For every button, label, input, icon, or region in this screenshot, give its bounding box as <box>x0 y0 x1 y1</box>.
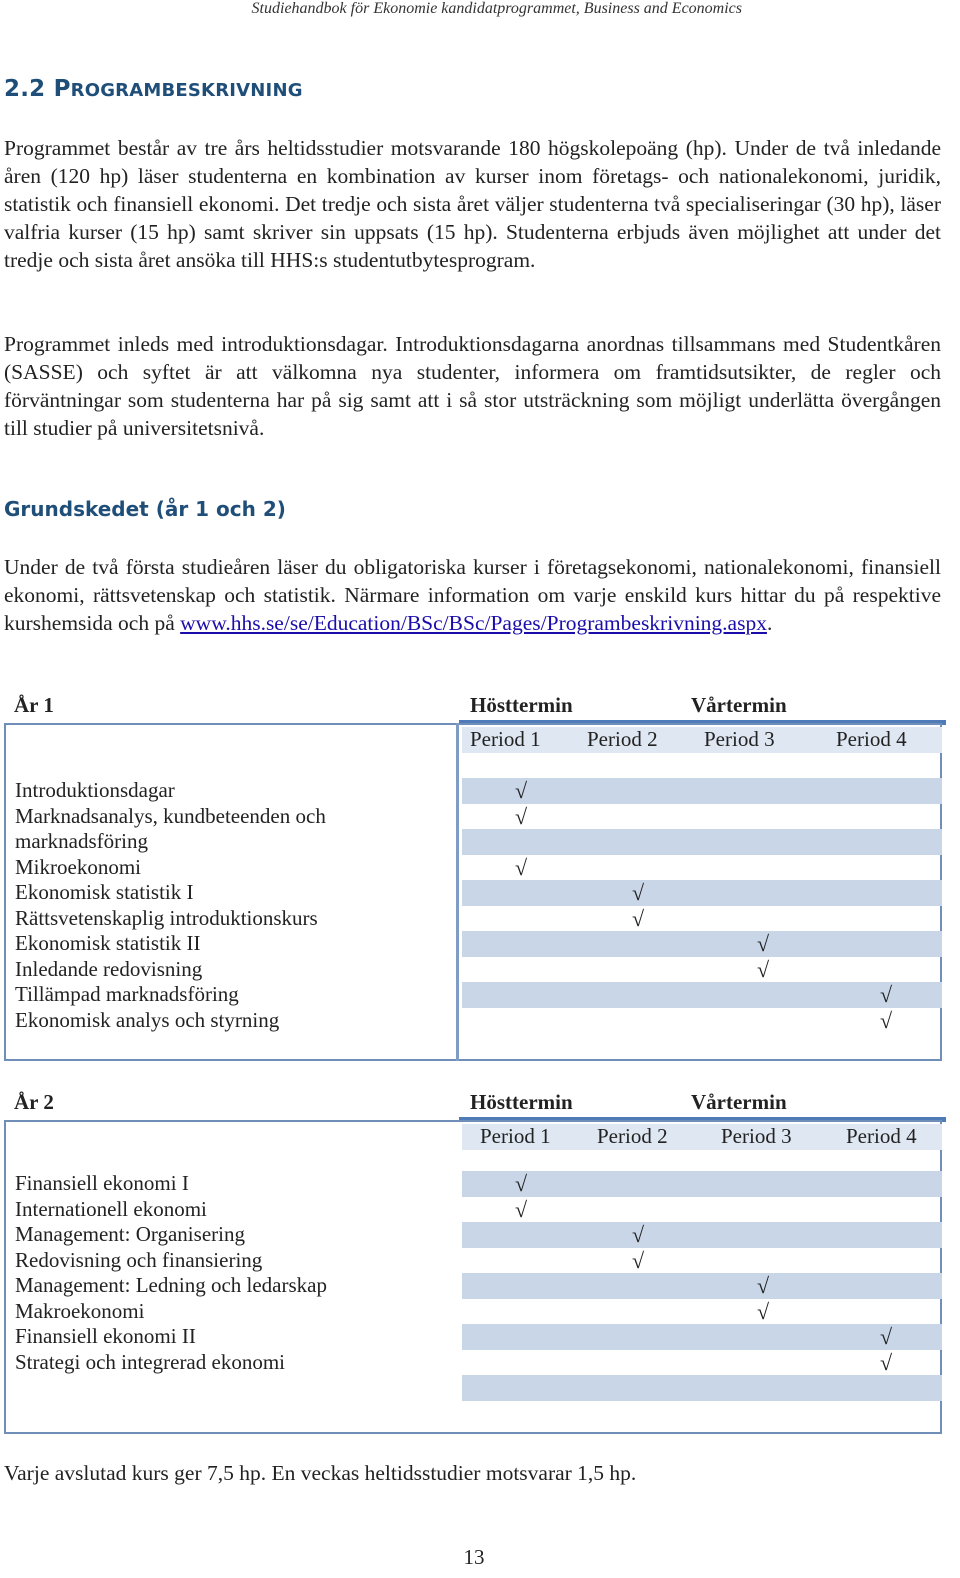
course-table-year-2 <box>4 1087 944 1435</box>
program-description-link[interactable]: www.hhs.se/se/Education/BSc/BSc/Pages/Programbeskrivning.aspx <box>180 611 767 635</box>
term-autumn-label: Hösttermin <box>470 693 573 717</box>
course-name: Tillämpad marknadsföring <box>15 982 239 1006</box>
course-name: Ekonomisk statistik II <box>15 931 201 955</box>
row-stripe <box>462 855 942 881</box>
course-name: Rättsvetenskaplig introduktionskurs <box>15 905 318 930</box>
row-stripe <box>462 1324 942 1350</box>
section-title-initial: P <box>53 76 71 102</box>
term-spring-label: Vårtermin <box>691 1090 787 1114</box>
period-check-mark: √ <box>632 1222 645 1247</box>
row-stripe <box>462 1350 942 1376</box>
period-4-label: Period 4 <box>846 1124 917 1148</box>
period-check-mark: √ <box>757 931 770 956</box>
course-name: Mikroekonomi <box>15 854 141 879</box>
row-stripe <box>462 829 942 855</box>
row-stripe <box>462 1248 942 1274</box>
period-check-mark: √ <box>515 778 528 803</box>
course-name: Introduktionsdagar <box>15 778 175 802</box>
paragraph-introduction-days: Programmet inleds med introduktionsdagar. Introduktionsdagarna anordnas tillsammans med Studentkåren (SASSE) och syftet är att välkomna nya studenter, informera om framtidsutsikter, de regler och förväntningar som studenterna har på sig samt att i så stor utsträckning som möjligt underlätta övergången till studier på universitetsnivå. <box>4 332 941 440</box>
row-stripe <box>462 1299 942 1325</box>
course-table-year-1 <box>4 690 944 1062</box>
course-name: Inledande redovisning <box>15 956 203 981</box>
page-number: 13 <box>463 1545 485 1569</box>
period-4-label: Period 4 <box>836 727 907 751</box>
term-autumn-label: Hösttermin <box>470 1090 573 1114</box>
row-stripe <box>462 778 942 804</box>
course-name: Management: Ledning och ledarskap <box>15 1273 327 1297</box>
period-1-label: Period 1 <box>480 1124 551 1148</box>
section-heading <box>4 76 303 102</box>
course-name: Redovisning och finansiering <box>15 1247 263 1272</box>
period-check-mark: √ <box>757 956 770 982</box>
course-name: Ekonomisk analys och styrning <box>15 1007 280 1032</box>
section-title-rest: ROGRAMBESKRIVNING <box>70 80 303 101</box>
course-name: Makroekonomi <box>15 1298 145 1323</box>
period-2-label: Period 2 <box>597 1124 668 1148</box>
section-number: 2.2 <box>4 76 46 102</box>
row-stripe <box>462 957 942 983</box>
row-stripe <box>462 804 942 830</box>
row-stripe <box>462 906 942 932</box>
course-name: Finansiell ekonomi II <box>15 1324 196 1348</box>
paragraph-grundskedet <box>4 553 941 637</box>
paragraph-program-overview: Programmet består av tre års heltidsstudier motsvarande 180 högskolepoäng (hp). Under de två inledande åren (120 hp) läser studenterna en kombination av kurser inom företags- och nationalekonomi, juridik, statistik och finansiell ekonomi. Det tredje och sista året väljer studenterna två specialiseringar (30 hp), läser valfria kurser (15 hp) samt skriver sin uppsats (15 hp). Studenterna erbjuds även möjlighet att under det tredje och sista året ansöka till HHS:s studentutbytesprogram. <box>4 136 941 272</box>
row-stripe <box>462 880 942 906</box>
period-check-mark: √ <box>632 905 645 931</box>
row-stripe <box>462 1222 942 1248</box>
period-check-mark: √ <box>880 1324 893 1349</box>
period-check-mark: √ <box>880 982 893 1007</box>
period-check-mark: √ <box>880 1349 893 1375</box>
row-stripe <box>462 931 942 957</box>
table-year-label: År 1 <box>14 693 54 717</box>
period-3-label: Period 3 <box>721 1124 792 1148</box>
course-name: Ekonomisk statistik I <box>15 880 194 904</box>
table-year-label: År 2 <box>14 1090 54 1114</box>
table-column-divider <box>456 723 459 1061</box>
course-name: Strategi och integrerad ekonomi <box>15 1349 285 1374</box>
period-2-label: Period 2 <box>587 727 658 751</box>
row-stripe <box>462 1197 942 1223</box>
period-check-mark: √ <box>632 1247 645 1273</box>
running-header: Studiehandbok för Ekonomie kandidatprogrammet, Business and Economics <box>251 0 742 17</box>
course-name: Marknadsanalys, kundbeteenden och marknadsföring <box>15 803 326 853</box>
period-check-mark: √ <box>515 1171 528 1196</box>
row-stripe <box>462 1008 942 1034</box>
row-stripe <box>462 1171 942 1197</box>
period-check-mark: √ <box>515 1196 528 1222</box>
row-stripe <box>462 1375 942 1401</box>
period-check-mark: √ <box>632 880 645 905</box>
row-stripe <box>462 982 942 1008</box>
row-stripe <box>462 1273 942 1299</box>
period-check-mark: √ <box>515 854 528 880</box>
period-check-mark: √ <box>757 1298 770 1324</box>
course-name: Management: Organisering <box>15 1222 245 1246</box>
grundskedet-text: Under de två första studieåren läser du obligatoriska kurser i företagsekonomi, nationalekonomi, finansiell ekonomi, rättsvetenskap och statistik. Närmare information om varje enskild kurs hittar du på respektive kurshemsida och på <box>4 555 941 635</box>
period-3-label: Period 3 <box>704 727 775 751</box>
term-spring-label: Vårtermin <box>691 693 787 717</box>
period-check-mark: √ <box>880 1007 893 1033</box>
course-name: Finansiell ekonomi I <box>15 1171 189 1195</box>
link-suffix: . <box>766 611 773 635</box>
subheading-grundskedet: Grundskedet (år 1 och 2) <box>4 497 286 521</box>
period-check-mark: √ <box>515 803 528 829</box>
period-1-label: Period 1 <box>470 727 541 751</box>
period-check-mark: √ <box>757 1273 770 1298</box>
credit-note: Varje avslutad kurs ger 7,5 hp. En veckas heltidsstudier motsvarar 1,5 hp. <box>4 1461 637 1485</box>
course-name: Internationell ekonomi <box>15 1196 207 1221</box>
